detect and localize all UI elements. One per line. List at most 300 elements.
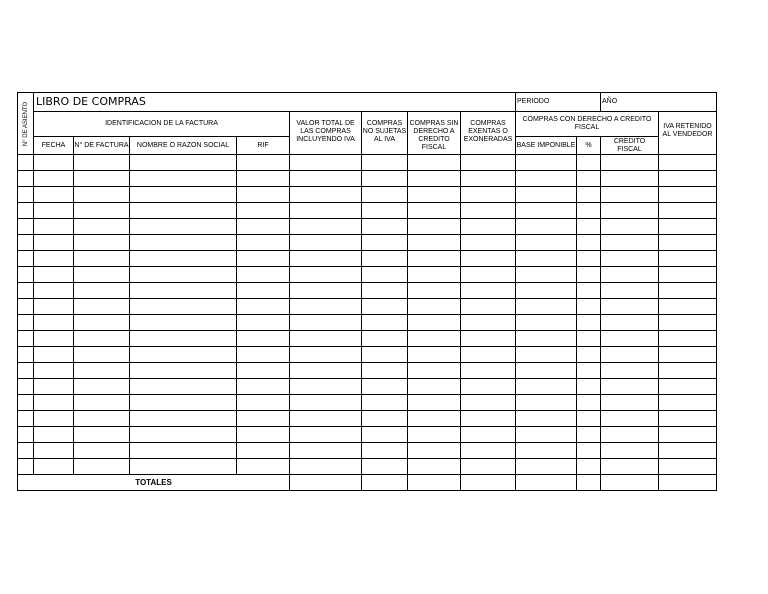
ledger-cell[interactable] xyxy=(130,283,237,299)
ledger-cell[interactable] xyxy=(659,443,717,459)
ledger-cell[interactable] xyxy=(516,443,577,459)
ledger-cell[interactable] xyxy=(34,363,74,379)
total-cell[interactable] xyxy=(408,475,461,491)
ledger-cell[interactable] xyxy=(461,267,516,283)
ledger-cell[interactable] xyxy=(659,347,717,363)
ledger-cell[interactable] xyxy=(290,219,362,235)
totales-label: TOTALES xyxy=(18,475,290,491)
ledger-cell[interactable] xyxy=(362,411,408,427)
ledger-cell[interactable] xyxy=(74,427,130,443)
ledger-cell[interactable] xyxy=(577,283,601,299)
total-cell[interactable] xyxy=(362,475,408,491)
ledger-cell[interactable] xyxy=(601,219,659,235)
ledger-cell[interactable] xyxy=(461,187,516,203)
ledger-cell[interactable] xyxy=(290,171,362,187)
ledger-cell[interactable] xyxy=(362,219,408,235)
ledger-entry-row xyxy=(18,219,717,235)
ledger-cell[interactable] xyxy=(408,155,461,171)
ledger-cell[interactable] xyxy=(601,331,659,347)
ledger-cell[interactable] xyxy=(290,283,362,299)
ledger-cell[interactable] xyxy=(74,155,130,171)
ledger-cell[interactable] xyxy=(659,187,717,203)
ledger-entry-row xyxy=(18,315,717,331)
ledger-cell[interactable] xyxy=(516,219,577,235)
ledger-cell[interactable] xyxy=(34,331,74,347)
ledger-cell[interactable] xyxy=(74,219,130,235)
ledger-cell[interactable] xyxy=(34,379,74,395)
ledger-cell[interactable] xyxy=(290,347,362,363)
ledger-cell[interactable] xyxy=(237,187,290,203)
ledger-cell[interactable] xyxy=(408,203,461,219)
total-cell[interactable] xyxy=(601,475,659,491)
ledger-cell[interactable] xyxy=(577,331,601,347)
ledger-cell[interactable] xyxy=(601,411,659,427)
ledger-entry-row xyxy=(18,411,717,427)
ledger-cell[interactable] xyxy=(577,427,601,443)
ledger-cell[interactable] xyxy=(461,379,516,395)
ledger-cell[interactable] xyxy=(516,315,577,331)
ledger-entry-row xyxy=(18,395,717,411)
ledger-cell[interactable] xyxy=(461,411,516,427)
ledger-cell[interactable] xyxy=(18,411,34,427)
ledger-cell[interactable] xyxy=(18,459,34,475)
ledger-cell[interactable] xyxy=(362,443,408,459)
ledger-cell[interactable] xyxy=(74,379,130,395)
factura-header: N° DE FACTURA xyxy=(74,137,130,155)
ledger-cell[interactable] xyxy=(659,251,717,267)
ledger-cell[interactable] xyxy=(130,315,237,331)
ledger-cell[interactable] xyxy=(516,283,577,299)
ledger-cell[interactable] xyxy=(516,459,577,475)
ledger-cell[interactable] xyxy=(74,459,130,475)
ledger-cell[interactable] xyxy=(577,299,601,315)
ledger-cell[interactable] xyxy=(290,251,362,267)
ledger-cell[interactable] xyxy=(130,187,237,203)
ledger-cell[interactable] xyxy=(362,347,408,363)
ledger-cell[interactable] xyxy=(74,251,130,267)
ledger-cell[interactable] xyxy=(18,235,34,251)
ledger-entry-row xyxy=(18,283,717,299)
ledger-cell[interactable] xyxy=(34,395,74,411)
con-derecho-header: COMPRAS CON DERECHO A CREDITO FISCAL xyxy=(516,112,659,137)
ledger-cell[interactable] xyxy=(74,283,130,299)
ledger-cell[interactable] xyxy=(18,443,34,459)
ledger-cell[interactable] xyxy=(659,171,717,187)
ledger-cell[interactable] xyxy=(18,267,34,283)
ledger-cell[interactable] xyxy=(408,283,461,299)
ledger-cell[interactable] xyxy=(577,363,601,379)
ledger-cell[interactable] xyxy=(362,267,408,283)
ledger-cell[interactable] xyxy=(34,411,74,427)
credito-fiscal-header: CREDITO FISCAL xyxy=(601,137,659,155)
ledger-cell[interactable] xyxy=(408,331,461,347)
ledger-cell[interactable] xyxy=(408,267,461,283)
ledger-cell[interactable] xyxy=(659,203,717,219)
ledger-cell[interactable] xyxy=(362,379,408,395)
ledger-cell[interactable] xyxy=(601,283,659,299)
ledger-cell[interactable] xyxy=(34,443,74,459)
ledger-cell[interactable] xyxy=(461,299,516,315)
ledger-cell[interactable] xyxy=(362,459,408,475)
ledger-cell[interactable] xyxy=(34,155,74,171)
ledger-cell[interactable] xyxy=(577,171,601,187)
ledger-entry-row xyxy=(18,299,717,315)
ledger-cell[interactable] xyxy=(461,443,516,459)
ledger-cell[interactable] xyxy=(237,411,290,427)
ledger-cell[interactable] xyxy=(659,411,717,427)
ledger-cell[interactable] xyxy=(362,427,408,443)
ledger-cell[interactable] xyxy=(18,395,34,411)
ledger-cell[interactable] xyxy=(290,299,362,315)
ledger-cell[interactable] xyxy=(659,331,717,347)
ledger-cell[interactable] xyxy=(74,187,130,203)
ledger-cell[interactable] xyxy=(130,235,237,251)
ledger-cell[interactable] xyxy=(461,427,516,443)
ledger-cell[interactable] xyxy=(237,203,290,219)
ledger-cell[interactable] xyxy=(18,347,34,363)
ledger-cell[interactable] xyxy=(34,347,74,363)
ledger-cell[interactable] xyxy=(362,171,408,187)
ledger-cell[interactable] xyxy=(362,235,408,251)
ledger-cell[interactable] xyxy=(18,187,34,203)
ledger-cell[interactable] xyxy=(408,251,461,267)
ledger-cell[interactable] xyxy=(34,219,74,235)
ledger-cell[interactable] xyxy=(516,331,577,347)
ledger-cell[interactable] xyxy=(601,347,659,363)
no-sujetas-header: COMPRAS NO SUJETAS AL IVA xyxy=(362,112,408,155)
title-row xyxy=(18,93,717,112)
ledger-cell[interactable] xyxy=(408,299,461,315)
ledger-cell[interactable] xyxy=(577,395,601,411)
ledger-cell[interactable] xyxy=(408,171,461,187)
purchase-ledger-table xyxy=(17,92,717,491)
ledger-cell[interactable] xyxy=(74,171,130,187)
ledger-cell[interactable] xyxy=(408,443,461,459)
ledger-cell[interactable] xyxy=(516,155,577,171)
ledger-cell[interactable] xyxy=(290,331,362,347)
ledger-cell[interactable] xyxy=(34,171,74,187)
ledger-cell[interactable] xyxy=(237,443,290,459)
ledger-cell[interactable] xyxy=(577,267,601,283)
ledger-cell[interactable] xyxy=(516,187,577,203)
ledger-title: LIBRO DE COMPRAS xyxy=(34,93,516,112)
ledger-cell[interactable] xyxy=(237,363,290,379)
ledger-cell[interactable] xyxy=(408,219,461,235)
total-cell[interactable] xyxy=(577,475,601,491)
ledger-cell[interactable] xyxy=(408,395,461,411)
ledger-cell[interactable] xyxy=(237,395,290,411)
ledger-cell[interactable] xyxy=(362,363,408,379)
ledger-cell[interactable] xyxy=(461,251,516,267)
ledger-cell[interactable] xyxy=(237,459,290,475)
ledger-cell[interactable] xyxy=(461,203,516,219)
ledger-cell[interactable] xyxy=(237,267,290,283)
ledger-cell[interactable] xyxy=(34,251,74,267)
ledger-cell[interactable] xyxy=(408,187,461,203)
ledger-cell[interactable] xyxy=(290,427,362,443)
asiento-header: N° DE ASIENTO xyxy=(18,93,34,155)
ledger-cell[interactable] xyxy=(237,347,290,363)
ledger-cell[interactable] xyxy=(516,203,577,219)
ledger-cell[interactable] xyxy=(659,219,717,235)
ledger-cell[interactable] xyxy=(516,171,577,187)
ledger-cell[interactable] xyxy=(601,203,659,219)
ledger-cell[interactable] xyxy=(130,395,237,411)
ledger-cell[interactable] xyxy=(34,283,74,299)
ledger-cell[interactable] xyxy=(461,347,516,363)
ledger-cell[interactable] xyxy=(659,363,717,379)
ledger-cell[interactable] xyxy=(461,283,516,299)
ledger-cell[interactable] xyxy=(237,235,290,251)
ledger-cell[interactable] xyxy=(130,155,237,171)
ledger-cell[interactable] xyxy=(601,427,659,443)
ledger-cell[interactable] xyxy=(290,363,362,379)
ledger-cell[interactable] xyxy=(74,203,130,219)
ledger-cell[interactable] xyxy=(577,219,601,235)
ledger-cell[interactable] xyxy=(461,155,516,171)
ledger-cell[interactable] xyxy=(516,251,577,267)
total-cell[interactable] xyxy=(516,475,577,491)
ledger-cell[interactable] xyxy=(461,459,516,475)
ledger-cell[interactable] xyxy=(601,299,659,315)
ledger-cell[interactable] xyxy=(34,267,74,283)
ledger-cell[interactable] xyxy=(74,363,130,379)
ledger-cell[interactable] xyxy=(659,155,717,171)
ledger-cell[interactable] xyxy=(34,427,74,443)
ledger-cell[interactable] xyxy=(577,459,601,475)
ledger-cell[interactable] xyxy=(290,379,362,395)
sin-derecho-header: COMPRAS SIN DERECHO A CREDITO FISCAL xyxy=(408,112,461,155)
ledger-cell[interactable] xyxy=(130,331,237,347)
ledger-cell[interactable] xyxy=(237,299,290,315)
ledger-cell[interactable] xyxy=(362,395,408,411)
ledger-cell[interactable] xyxy=(74,395,130,411)
ledger-cell[interactable] xyxy=(577,379,601,395)
ledger-cell[interactable] xyxy=(18,171,34,187)
ledger-cell[interactable] xyxy=(130,299,237,315)
ledger-cell[interactable] xyxy=(659,459,717,475)
ledger-cell[interactable] xyxy=(577,155,601,171)
ledger-cell[interactable] xyxy=(408,315,461,331)
ledger-cell[interactable] xyxy=(516,299,577,315)
total-cell[interactable] xyxy=(659,475,717,491)
ledger-cell[interactable] xyxy=(237,315,290,331)
ledger-cell[interactable] xyxy=(601,251,659,267)
ledger-cell[interactable] xyxy=(659,283,717,299)
ledger-cell[interactable] xyxy=(18,251,34,267)
ledger-cell[interactable] xyxy=(362,331,408,347)
ledger-cell[interactable] xyxy=(130,347,237,363)
ledger-cell[interactable] xyxy=(18,283,34,299)
ledger-entry-row xyxy=(18,379,717,395)
ledger-cell[interactable] xyxy=(74,315,130,331)
ledger-cell[interactable] xyxy=(74,411,130,427)
ledger-cell[interactable] xyxy=(34,187,74,203)
ledger-cell[interactable] xyxy=(601,395,659,411)
ledger-cell[interactable] xyxy=(74,347,130,363)
ledger-entry-row xyxy=(18,235,717,251)
ledger-cell[interactable] xyxy=(237,219,290,235)
header-row-1 xyxy=(18,112,717,137)
total-cell[interactable] xyxy=(461,475,516,491)
ledger-entry-row xyxy=(18,187,717,203)
ledger-cell[interactable] xyxy=(237,171,290,187)
ledger-cell[interactable] xyxy=(408,379,461,395)
ledger-cell[interactable] xyxy=(601,443,659,459)
ledger-cell[interactable] xyxy=(461,331,516,347)
ledger-cell[interactable] xyxy=(362,283,408,299)
ledger-cell[interactable] xyxy=(408,235,461,251)
ledger-cell[interactable] xyxy=(130,411,237,427)
porcentaje-header: % xyxy=(577,137,601,155)
ledger-cell[interactable] xyxy=(74,299,130,315)
base-imponible-header: BASE IMPONIBLE xyxy=(516,137,577,155)
ledger-cell[interactable] xyxy=(362,155,408,171)
ledger-cell[interactable] xyxy=(461,315,516,331)
ledger-cell[interactable] xyxy=(408,347,461,363)
ledger-cell[interactable] xyxy=(516,235,577,251)
ledger-cell[interactable] xyxy=(290,315,362,331)
ledger-cell[interactable] xyxy=(577,203,601,219)
ledger-cell[interactable] xyxy=(659,267,717,283)
ledger-cell[interactable] xyxy=(290,187,362,203)
ledger-cell[interactable] xyxy=(290,411,362,427)
ledger-cell[interactable] xyxy=(18,427,34,443)
ledger-cell[interactable] xyxy=(18,331,34,347)
ledger-cell[interactable] xyxy=(659,395,717,411)
ledger-cell[interactable] xyxy=(34,459,74,475)
ledger-cell[interactable] xyxy=(290,459,362,475)
ledger-cell[interactable] xyxy=(461,235,516,251)
ledger-cell[interactable] xyxy=(601,363,659,379)
ledger-cell[interactable] xyxy=(130,219,237,235)
ledger-cell[interactable] xyxy=(408,411,461,427)
ledger-cell[interactable] xyxy=(601,171,659,187)
ledger-cell[interactable] xyxy=(130,251,237,267)
ledger-cell[interactable] xyxy=(408,363,461,379)
ledger-cell[interactable] xyxy=(659,427,717,443)
ledger-cell[interactable] xyxy=(18,155,34,171)
ledger-cell[interactable] xyxy=(577,347,601,363)
ledger-cell[interactable] xyxy=(74,331,130,347)
ledger-cell[interactable] xyxy=(34,315,74,331)
ledger-cell[interactable] xyxy=(577,235,601,251)
ledger-cell[interactable] xyxy=(74,235,130,251)
ledger-cell[interactable] xyxy=(18,315,34,331)
rif-header: RIF xyxy=(237,137,290,155)
ledger-cell[interactable] xyxy=(601,187,659,203)
ledger-cell[interactable] xyxy=(601,379,659,395)
ledger-cell[interactable] xyxy=(601,267,659,283)
ledger-cell[interactable] xyxy=(237,379,290,395)
ledger-cell[interactable] xyxy=(18,203,34,219)
ledger-cell[interactable] xyxy=(601,155,659,171)
ledger-cell[interactable] xyxy=(130,363,237,379)
ledger-cell[interactable] xyxy=(577,411,601,427)
ledger-cell[interactable] xyxy=(516,363,577,379)
ledger-cell[interactable] xyxy=(74,267,130,283)
iva-retenido-header: IVA RETENIDO AL VENDEDOR xyxy=(659,112,717,155)
ledger-cell[interactable] xyxy=(516,347,577,363)
ledger-entry-row xyxy=(18,267,717,283)
ledger-cell[interactable] xyxy=(237,331,290,347)
ledger-cell[interactable] xyxy=(34,203,74,219)
ledger-cell[interactable] xyxy=(34,235,74,251)
fecha-header: FECHA xyxy=(34,137,74,155)
ledger-cell[interactable] xyxy=(18,299,34,315)
ledger-cell[interactable] xyxy=(516,267,577,283)
ledger-cell[interactable] xyxy=(237,427,290,443)
ledger-cell[interactable] xyxy=(34,299,74,315)
ledger-cell[interactable] xyxy=(290,203,362,219)
ledger-cell[interactable] xyxy=(130,427,237,443)
ledger-cell[interactable] xyxy=(237,283,290,299)
ledger-cell[interactable] xyxy=(362,187,408,203)
ledger-cell[interactable] xyxy=(362,251,408,267)
periodo-field: PERIODO xyxy=(516,93,601,112)
ledger-cell[interactable] xyxy=(130,459,237,475)
ledger-cell[interactable] xyxy=(601,459,659,475)
ledger-cell[interactable] xyxy=(516,411,577,427)
ledger-cell[interactable] xyxy=(290,395,362,411)
ledger-cell[interactable] xyxy=(290,235,362,251)
ledger-cell[interactable] xyxy=(659,379,717,395)
ledger-cell[interactable] xyxy=(130,267,237,283)
ledger-entry-row xyxy=(18,171,717,187)
ledger-cell[interactable] xyxy=(408,459,461,475)
ledger-cell[interactable] xyxy=(516,379,577,395)
ledger-cell[interactable] xyxy=(362,203,408,219)
ledger-cell[interactable] xyxy=(577,251,601,267)
ledger-cell[interactable] xyxy=(461,219,516,235)
ledger-cell[interactable] xyxy=(290,155,362,171)
ledger-cell[interactable] xyxy=(130,171,237,187)
ledger-cell[interactable] xyxy=(516,395,577,411)
ledger-cell[interactable] xyxy=(362,299,408,315)
ledger-cell[interactable] xyxy=(577,443,601,459)
ledger-cell[interactable] xyxy=(237,251,290,267)
ledger-cell[interactable] xyxy=(461,395,516,411)
ledger-cell[interactable] xyxy=(130,203,237,219)
valor-total-header: VALOR TOTAL DE LAS COMPRAS INCLUYENDO IVA xyxy=(290,112,362,155)
ledger-cell[interactable] xyxy=(18,363,34,379)
ledger-cell[interactable] xyxy=(362,315,408,331)
ledger-cell[interactable] xyxy=(18,379,34,395)
ledger-cell[interactable] xyxy=(601,235,659,251)
ledger-cell[interactable] xyxy=(130,379,237,395)
ledger-cell[interactable] xyxy=(577,187,601,203)
ledger-entry-row xyxy=(18,443,717,459)
ledger-cell[interactable] xyxy=(461,363,516,379)
ledger-entry-row xyxy=(18,155,717,171)
ledger-cell[interactable] xyxy=(659,299,717,315)
ledger-cell[interactable] xyxy=(577,315,601,331)
ledger-cell[interactable] xyxy=(601,315,659,331)
identificacion-header: IDENTIFICACION DE LA FACTURA xyxy=(34,112,290,137)
ledger-cell[interactable] xyxy=(659,315,717,331)
ledger-cell[interactable] xyxy=(516,427,577,443)
ledger-cell[interactable] xyxy=(290,267,362,283)
ledger-cell[interactable] xyxy=(237,155,290,171)
ledger-cell[interactable] xyxy=(130,443,237,459)
ledger-cell[interactable] xyxy=(461,171,516,187)
total-cell[interactable] xyxy=(290,475,362,491)
ledger-cell[interactable] xyxy=(290,443,362,459)
ledger-cell[interactable] xyxy=(659,235,717,251)
ledger-cell[interactable] xyxy=(408,427,461,443)
ledger-cell[interactable] xyxy=(74,443,130,459)
ledger-cell[interactable] xyxy=(18,219,34,235)
